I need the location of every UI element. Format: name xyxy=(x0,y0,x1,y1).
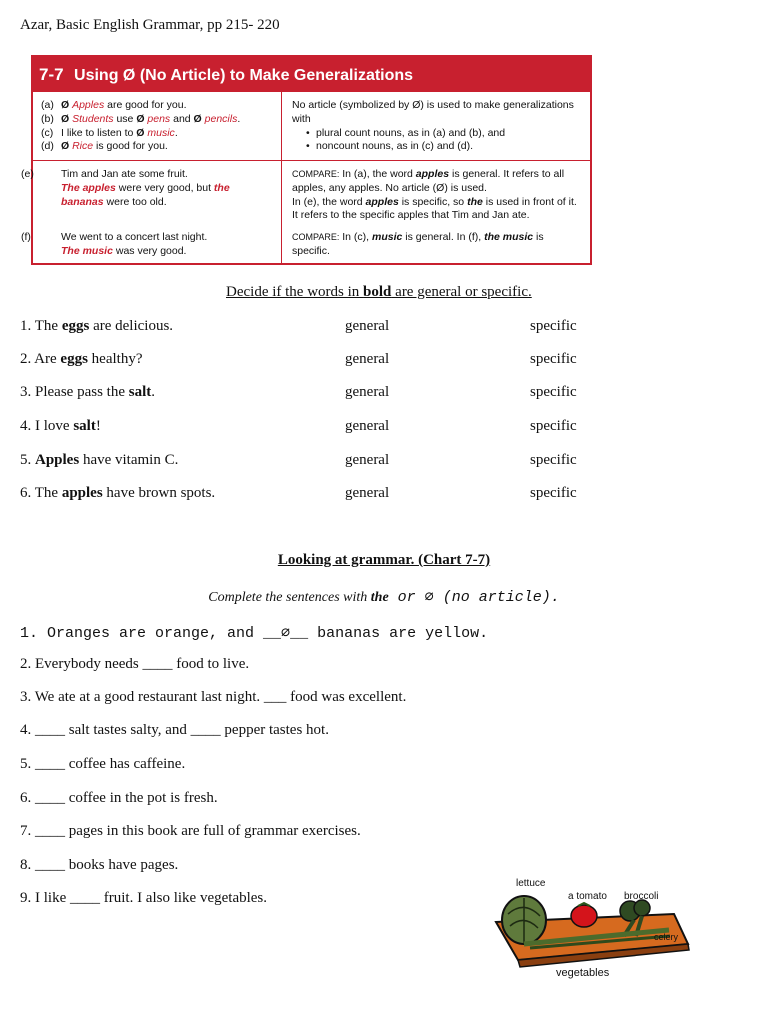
exercise1-item xyxy=(20,351,620,371)
example-part: Apples xyxy=(72,99,105,111)
illustration-caption: vegetables xyxy=(556,967,610,979)
sentence-post: have brown spots. xyxy=(102,485,216,501)
sentence-pre: 2. Are xyxy=(20,351,61,367)
option-general[interactable]: general xyxy=(345,452,390,468)
top-examples xyxy=(41,99,276,154)
option-specific[interactable]: specific xyxy=(530,418,577,434)
vegetables-illustration xyxy=(484,874,694,984)
chart-example-0 xyxy=(41,99,276,113)
compare1-word-a: apples xyxy=(415,168,450,180)
compare-label: COMPARE: xyxy=(292,169,340,179)
option-specific[interactable]: specific xyxy=(530,452,577,468)
example-e xyxy=(21,168,273,209)
example-label: (a) xyxy=(41,99,54,111)
example-part: Ø xyxy=(193,112,205,125)
sentence-bold-word: eggs xyxy=(61,318,90,334)
sentence-pre: 4. I love xyxy=(20,418,74,434)
instruction2-pre: Complete the sentences with xyxy=(208,590,371,605)
compare1-text-c: In (e), the word xyxy=(292,195,366,208)
lettuce-drawing xyxy=(502,896,546,944)
exercise2-instruction xyxy=(0,587,768,606)
sentence-bold-word: eggs xyxy=(60,351,88,367)
instruction-pre: Decide if the words in xyxy=(226,284,364,300)
example-part: use xyxy=(113,112,137,125)
compare2-text-a: In (c), xyxy=(339,231,373,243)
exercise2-item[interactable]: 3. We ate at a good restaurant last night. ___ food was excellent. xyxy=(20,689,407,705)
exercise1-instruction xyxy=(226,284,532,301)
exercise2-item[interactable]: 9. I like ____ fruit. I also like vegetables. xyxy=(20,890,268,906)
option-general[interactable]: general xyxy=(345,485,390,501)
exercise1-item xyxy=(20,318,620,338)
compare-apples xyxy=(292,168,584,223)
option-general[interactable]: general xyxy=(345,384,390,400)
example-part: pens xyxy=(147,112,171,125)
compare2-text-c: is specific. xyxy=(292,231,544,257)
exercise1-item xyxy=(20,485,620,505)
item-sentence xyxy=(20,418,101,435)
vegetables-drawing xyxy=(484,874,694,984)
instruction-bold: bold xyxy=(363,284,392,300)
item-sentence xyxy=(20,384,155,401)
exercise1-item xyxy=(20,418,620,438)
example-e-red1: The apples xyxy=(61,181,116,194)
compare2-word-b: the music xyxy=(484,231,534,243)
exercise2-item[interactable]: 7. ____ pages in this book are full of grammar exercises. xyxy=(20,823,361,839)
example-part: Rice xyxy=(72,140,94,153)
example-part: Students xyxy=(72,112,114,125)
explanation-intro: No article (symbolized by Ø) is used to make generalizations with xyxy=(292,99,574,125)
explanation-bullets xyxy=(292,127,582,155)
label-broccoli: broccoli xyxy=(624,891,659,902)
compare-label: COMPARE: xyxy=(292,232,340,242)
sentence-post: . xyxy=(151,384,155,400)
chart-example-3 xyxy=(41,140,276,154)
example-part: Ø xyxy=(61,140,73,153)
grammar-chart xyxy=(21,55,592,265)
example-part: music xyxy=(147,126,175,139)
example-e-label: (e) xyxy=(21,168,34,180)
option-general[interactable]: general xyxy=(345,318,390,334)
chart-divider-horizontal xyxy=(33,160,590,161)
top-explanation xyxy=(292,99,582,154)
exercise1-item xyxy=(20,452,620,472)
compare1-word-c: apples xyxy=(365,195,399,208)
compare-music xyxy=(292,231,584,259)
sentence-bold-word: Apples xyxy=(35,452,80,468)
example-f-line1: We went to a concert last night. xyxy=(61,231,208,243)
exercise1-item xyxy=(20,384,620,404)
compare1-text-e: is used in front of it. It refers to the specific apples that Tim and Jan ate. xyxy=(292,195,577,222)
compare1-text-d: is specific, so xyxy=(398,195,468,208)
sentence-bold-word: salt xyxy=(128,384,152,400)
example-e-line1: Tim and Jan ate some fruit. xyxy=(61,168,188,180)
exercise2-item[interactable]: 4. ____ salt tastes salty, and ____ pepper tastes hot. xyxy=(20,722,329,738)
compare1-text-b: is general. It refers to all apples, any apples. No article (Ø) is used. xyxy=(292,168,565,194)
sentence-pre: 3. Please pass the xyxy=(20,384,129,400)
sentence-post: healthy? xyxy=(87,351,143,367)
chart-number: 7-7 xyxy=(39,65,64,84)
chart-example-1 xyxy=(41,113,276,127)
example-part: . xyxy=(237,112,241,125)
exercise2-title: Looking at grammar. (Chart 7-7) xyxy=(277,552,491,568)
label-celery: celery xyxy=(654,932,679,942)
example-label: (c) xyxy=(41,126,54,139)
example-label: (b) xyxy=(41,112,54,125)
example-part: . xyxy=(174,126,178,139)
sentence-pre: 1. The xyxy=(20,318,62,334)
compare1-text-a: In (a), the word xyxy=(339,168,416,180)
chart-divider-vertical xyxy=(281,92,282,263)
example-e-mid: were very good, but xyxy=(115,181,214,194)
option-specific[interactable]: specific xyxy=(530,318,577,334)
sentence-bold-word: apples xyxy=(61,485,103,501)
item-sentence xyxy=(20,351,142,368)
compare2-word-a: music xyxy=(372,231,403,243)
exercise2-item[interactable]: 5. ____ coffee has caffeine. xyxy=(20,756,186,772)
item-sentence xyxy=(20,452,178,469)
example-f-red: The music xyxy=(61,244,113,257)
sentence-pre: 5. xyxy=(20,452,35,468)
chart-header xyxy=(33,57,590,92)
exercise2-item[interactable]: 8. ____ books have pages. xyxy=(20,857,179,873)
exercise2-item[interactable]: 2. Everybody needs ____ food to live. xyxy=(20,656,250,672)
option-general[interactable]: general xyxy=(345,418,390,434)
example-part: Ø xyxy=(136,126,148,139)
exercise2-example: 1. Oranges are orange, and __∅__ bananas are yellow. xyxy=(20,625,489,642)
option-specific[interactable]: specific xyxy=(530,384,577,400)
example-part: is good for you. xyxy=(93,140,168,153)
tomato-drawing xyxy=(571,903,597,927)
label-lettuce: lettuce xyxy=(516,878,546,889)
example-f-end: was very good. xyxy=(112,244,187,257)
example-label: (d) xyxy=(41,140,54,153)
bullet-noncount: • noncount nouns, as in (c) and (d). xyxy=(316,140,582,154)
example-part: are good for you. xyxy=(104,99,187,111)
bullet-plural: • plural count nouns, as in (a) and (b), and xyxy=(316,127,582,141)
item-sentence xyxy=(20,485,215,502)
label-tomato: a tomato xyxy=(568,891,607,902)
sentence-pre: 6. The xyxy=(20,485,62,501)
example-part: Ø xyxy=(61,112,73,125)
instruction2-the: the xyxy=(370,590,389,605)
instruction2-post: or ∅ (no article). xyxy=(388,589,560,606)
example-part: I like to listen to xyxy=(61,126,137,139)
sentence-post: ! xyxy=(95,418,101,434)
example-f-label: (f) xyxy=(21,231,31,243)
example-f xyxy=(21,231,273,259)
sentence-bold-word: salt xyxy=(73,418,96,434)
sentence-post: are delicious. xyxy=(89,318,174,334)
compare2-text-b: is general. In (f), xyxy=(402,231,485,243)
example-part: Ø xyxy=(136,112,148,125)
item-sentence xyxy=(20,318,173,335)
example-e-end: were too old. xyxy=(103,195,167,208)
instruction-post: are general or specific. xyxy=(391,284,532,300)
source-citation: Azar, Basic English Grammar, pp 215- 220 xyxy=(20,17,280,33)
example-part: Ø xyxy=(61,99,73,111)
chart-example-2 xyxy=(41,127,276,141)
example-part: pencils xyxy=(204,112,238,125)
option-specific[interactable]: specific xyxy=(530,485,577,501)
compare1-word-d: the xyxy=(467,195,483,208)
chart-title: Using Ø (No Article) to Make Generalizations xyxy=(74,67,414,84)
option-specific[interactable]: specific xyxy=(530,351,577,367)
example-e-red2: the bananas xyxy=(61,181,230,208)
sentence-post: have vitamin C. xyxy=(79,452,179,468)
option-general[interactable]: general xyxy=(345,351,390,367)
exercise2-item[interactable]: 6. ____ coffee in the pot is fresh. xyxy=(20,790,218,806)
example-part: and xyxy=(170,112,194,125)
